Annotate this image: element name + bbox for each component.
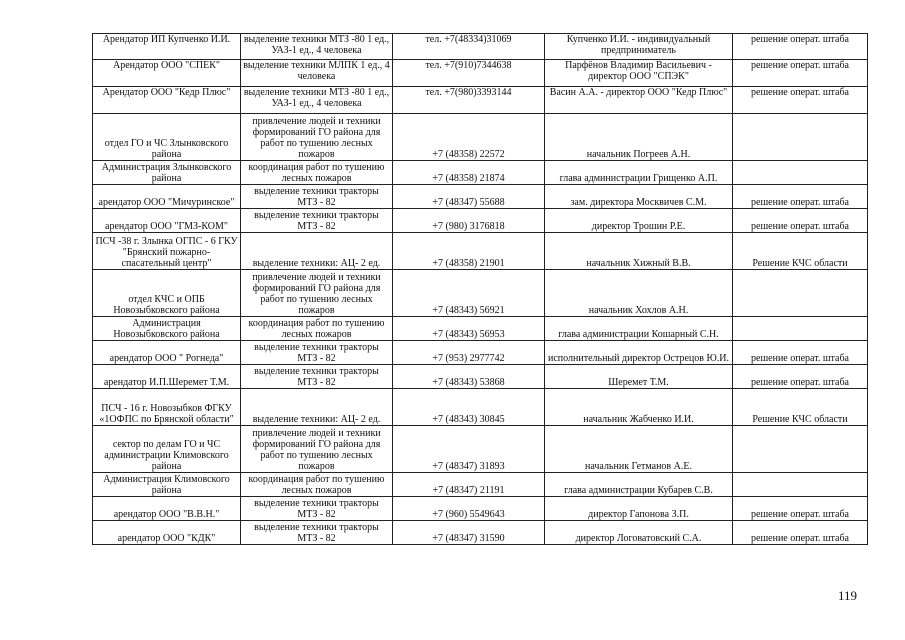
phone-cell: +7 (48347) 21191 — [393, 473, 545, 497]
contact-cell: начальник Жабченко И.И. — [545, 389, 733, 426]
org-cell: отдел ГО и ЧС Злынковского района — [93, 114, 241, 161]
org-cell: сектор по делам ГО и ЧС администрации Климовского района — [93, 426, 241, 473]
contact-cell: директор Логоватовский С.А. — [545, 521, 733, 545]
table-row — [93, 161, 868, 185]
table-row — [93, 389, 868, 426]
phone-cell: +7 (960) 5549643 — [393, 497, 545, 521]
phone-cell: +7 (953) 2977742 — [393, 341, 545, 365]
task-cell: выделение техники: АЦ- 2 ед. — [241, 389, 393, 426]
task-cell: выделение техники тракторы МТЗ - 82 — [241, 341, 393, 365]
task-cell: выделение техники тракторы МТЗ - 82 — [241, 209, 393, 233]
org-cell: Администрация Климовского района — [93, 473, 241, 497]
phone-cell: тел. +7(910)7344638 — [393, 60, 545, 87]
phone-cell: +7 (48347) 31590 — [393, 521, 545, 545]
task-cell: координация работ по тушению лесных пожаров — [241, 317, 393, 341]
task-cell: координация работ по тушению лесных пожаров — [241, 473, 393, 497]
phone-cell: +7 (48343) 30845 — [393, 389, 545, 426]
contact-cell: начальник Хижный В.В. — [545, 233, 733, 270]
org-cell: арендатор ООО "ГМЗ-КОМ" — [93, 209, 241, 233]
basis-cell — [733, 161, 868, 185]
table-row — [93, 497, 868, 521]
contact-cell: исполнительный директор Острецов Ю.И. — [545, 341, 733, 365]
task-cell: выделение техники: АЦ- 2 ед. — [241, 233, 393, 270]
task-cell: привлечение людей и техники формирований ГО района для работ по тушению лесных пожаров — [241, 114, 393, 161]
contact-cell: директор Гапонова З.П. — [545, 497, 733, 521]
contact-cell: начальник Погреев А.Н. — [545, 114, 733, 161]
contact-cell: глава администрации Кошарный С.Н. — [545, 317, 733, 341]
phone-cell: тел. +7(980)3393144 — [393, 87, 545, 114]
task-cell: привлечение людей и техники формирований ГО района для работ по тушению лесных пожаров — [241, 270, 393, 317]
table-row — [93, 317, 868, 341]
org-cell: ПСЧ -38 г. Злынка ОГПС - 6 ГКУ "Брянский пожарно-спасательный центр" — [93, 233, 241, 270]
table-row — [93, 233, 868, 270]
table-row — [93, 87, 868, 114]
org-cell: арендатор ООО "КДК" — [93, 521, 241, 545]
task-cell: координация работ по тушению лесных пожаров — [241, 161, 393, 185]
basis-cell: решение операт. штаба — [733, 341, 868, 365]
basis-cell: решение операт. штаба — [733, 365, 868, 389]
org-cell: Арендатор ООО "СПЕК" — [93, 60, 241, 87]
task-cell: выделение техники МТЗ -80 1 ед., УАЗ-1 ед., 4 человека — [241, 87, 393, 114]
basis-cell — [733, 114, 868, 161]
contact-cell: глава администрации Грищенко А.П. — [545, 161, 733, 185]
task-cell: выделение техники МЛПК 1 ед., 4 человека — [241, 60, 393, 87]
contact-cell: Шеремет Т.М. — [545, 365, 733, 389]
task-cell: выделение техники МТЗ -80 1 ед., УАЗ-1 ед., 4 человека — [241, 34, 393, 60]
basis-cell — [733, 317, 868, 341]
table-row — [93, 34, 868, 60]
basis-cell: решение операт. штаба — [733, 34, 868, 60]
table-row — [93, 426, 868, 473]
org-cell: арендатор ООО "Мичуринское" — [93, 185, 241, 209]
task-cell: выделение техники тракторы МТЗ - 82 — [241, 365, 393, 389]
basis-cell: решение операт. штаба — [733, 209, 868, 233]
contact-cell: начальник Хохлов А.Н. — [545, 270, 733, 317]
phone-cell: +7 (48343) 56921 — [393, 270, 545, 317]
table-row — [93, 270, 868, 317]
contact-cell: зам. директора Москвичев С.М. — [545, 185, 733, 209]
basis-cell: Решение КЧС области — [733, 233, 868, 270]
contact-cell: начальник Гетманов А.Е. — [545, 426, 733, 473]
org-cell: арендатор ООО "В.В.Н." — [93, 497, 241, 521]
org-cell: Арендатор ООО "Кедр Плюс" — [93, 87, 241, 114]
table-row — [93, 341, 868, 365]
phone-cell: +7 (48347) 55688 — [393, 185, 545, 209]
task-cell: выделение техники тракторы МТЗ - 82 — [241, 497, 393, 521]
resources-table — [92, 33, 868, 545]
contact-cell: глава администрации Кубарев С.В. — [545, 473, 733, 497]
org-cell: Арендатор ИП Купченко И.И. — [93, 34, 241, 60]
org-cell: арендатор И.П.Шеремет Т.М. — [93, 365, 241, 389]
phone-cell: +7 (48343) 56953 — [393, 317, 545, 341]
org-cell: Администрация Злынковского района — [93, 161, 241, 185]
org-cell: Администрация Новозыбковского района — [93, 317, 241, 341]
table-row — [93, 209, 868, 233]
basis-cell — [733, 473, 868, 497]
basis-cell: решение операт. штаба — [733, 87, 868, 114]
basis-cell — [733, 426, 868, 473]
phone-cell: тел. +7(48334)31069 — [393, 34, 545, 60]
phone-cell: +7 (980) 3176818 — [393, 209, 545, 233]
basis-cell: решение операт. штаба — [733, 497, 868, 521]
table-row — [93, 521, 868, 545]
basis-cell: решение операт. штаба — [733, 60, 868, 87]
contact-cell: Васин А.А. - директор ООО "Кедр Плюс" — [545, 87, 733, 114]
org-cell: отдел КЧС и ОПБ Новозыбковского района — [93, 270, 241, 317]
phone-cell: +7 (48347) 31893 — [393, 426, 545, 473]
contact-cell: директор Трошин Р.Е. — [545, 209, 733, 233]
table-row — [93, 473, 868, 497]
basis-cell: решение операт. штаба — [733, 521, 868, 545]
phone-cell: +7 (48358) 21874 — [393, 161, 545, 185]
page-number: 119 — [838, 588, 858, 603]
phone-cell: +7 (48358) 22572 — [393, 114, 545, 161]
basis-cell: Решение КЧС области — [733, 389, 868, 426]
task-cell: выделение техники тракторы МТЗ - 82 — [241, 521, 393, 545]
table-row — [93, 185, 868, 209]
table-row — [93, 114, 868, 161]
org-cell: ПСЧ - 16 г. Новозыбков ФГКУ «1ОФПС по Брянской области" — [93, 389, 241, 426]
phone-cell: +7 (48358) 21901 — [393, 233, 545, 270]
basis-cell — [733, 270, 868, 317]
table-row — [93, 365, 868, 389]
table-row — [93, 60, 868, 87]
contact-cell: Парфёнов Владимир Васильевич - директор ООО "СПЭК" — [545, 60, 733, 87]
task-cell: привлечение людей и техники формирований ГО района для работ по тушению лесных пожаров — [241, 426, 393, 473]
task-cell: выделение техники тракторы МТЗ - 82 — [241, 185, 393, 209]
phone-cell: +7 (48343) 53868 — [393, 365, 545, 389]
org-cell: арендатор ООО " Рогнеда" — [93, 341, 241, 365]
basis-cell: решение операт. штаба — [733, 185, 868, 209]
contact-cell: Купченко И.И. - индивидуальный предприниматель — [545, 34, 733, 60]
